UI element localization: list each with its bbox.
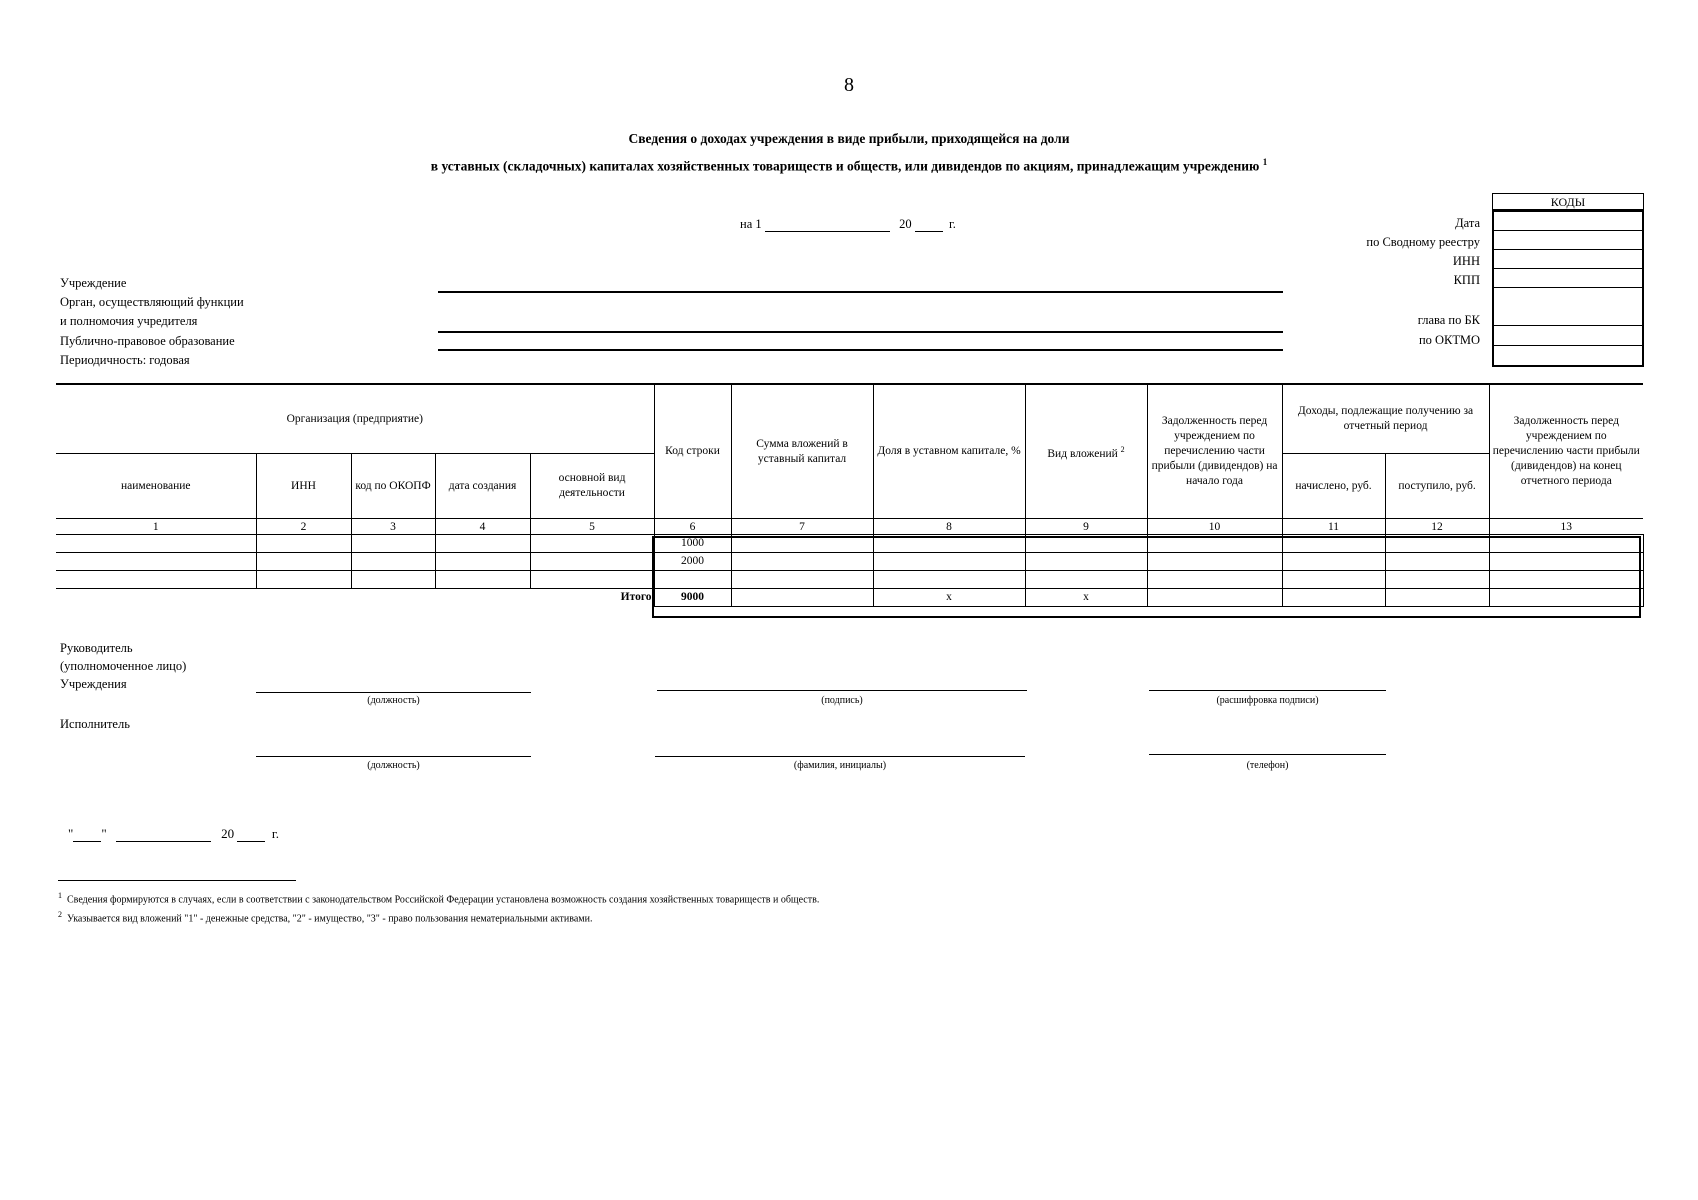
footnote-1-text: Сведения формируются в случаях, если в соответствии с законодательством Российской Федерации установлена возможность создания хозяйственных товариществ и обществ.	[67, 894, 820, 906]
col-header-code: Код строки	[654, 384, 731, 519]
org-group-header: Организация (предприятие)	[56, 384, 654, 454]
col-number-13: 13	[1489, 519, 1643, 535]
col-number-4: 4	[435, 519, 530, 535]
founder-label-line-2: и полномочия учредителя	[60, 314, 198, 328]
cell-inn[interactable]	[256, 571, 351, 589]
col-header-inn: ИНН	[256, 454, 351, 519]
institution-label: Учреждение	[60, 276, 127, 290]
cell-inn[interactable]	[256, 553, 351, 571]
institution-field[interactable]	[438, 291, 1283, 293]
table-row	[56, 535, 1643, 553]
cell-share[interactable]	[873, 535, 1025, 553]
cell-accrued[interactable]	[1282, 553, 1385, 571]
col-header-activity: основной вид деятельности	[530, 454, 654, 519]
cell-type[interactable]	[1025, 535, 1147, 553]
code-cell-bk[interactable]	[1494, 288, 1642, 326]
cell-accrued[interactable]	[1282, 571, 1385, 589]
head-label-line-1: Руководитель	[60, 641, 133, 655]
cell-type[interactable]	[1025, 553, 1147, 571]
footnote-2-text: Указывается вид вложений "1" - денежные средства, "2" - имущество, "3" - право пользования нематериальными активами.	[67, 913, 593, 925]
executor-position-field[interactable]	[256, 756, 531, 757]
date-year-prefix: 20	[899, 217, 912, 231]
col-header-name: наименование	[56, 454, 256, 519]
signing-day-field[interactable]	[73, 829, 101, 842]
footnote-separator	[58, 880, 296, 881]
col-number-2: 2	[256, 519, 351, 535]
total-sum[interactable]	[731, 589, 873, 607]
head-decoding-field[interactable]	[1149, 690, 1386, 691]
col-header-debt-end: Задолженность перед учреждением по перечислению части прибыли (дивидендов) на конец отчетного периода	[1489, 384, 1643, 519]
code-cell-oktmo[interactable]	[1494, 326, 1642, 346]
cell-sum[interactable]	[731, 553, 873, 571]
code-cell-periodicity[interactable]	[1494, 346, 1642, 365]
total-label: Итого	[620, 591, 652, 604]
col-header-share: Доля в уставном капитале, %	[873, 384, 1025, 519]
date-close-quote: "	[101, 826, 107, 841]
cell-received[interactable]	[1385, 571, 1489, 589]
form-title-line-2	[0, 157, 1698, 175]
cell-debt-start[interactable]	[1147, 571, 1282, 589]
total-type: x	[1025, 589, 1147, 607]
total-received[interactable]	[1385, 589, 1489, 607]
code-cell-kpp[interactable]	[1494, 269, 1642, 288]
head-position-field[interactable]	[256, 692, 531, 693]
head-label-line-3: Учреждения	[60, 677, 127, 691]
code-cell-inn[interactable]	[1494, 250, 1642, 269]
row-code	[654, 571, 731, 589]
head-label-line-2: (уполномоченное лицо)	[60, 659, 187, 673]
code-cell-date[interactable]	[1494, 212, 1642, 231]
code-label-bk: глава по БК	[1417, 313, 1480, 327]
income-table	[56, 383, 1644, 607]
col-number-1: 1	[56, 519, 256, 535]
form-title-line-2-text: в уставных (складочных) капиталах хозяйственных товариществ и обществ, или дивидендов по акциям, принадлежащим учреждению	[430, 158, 1260, 174]
periodicity-label: Периодичность: годовая	[60, 353, 190, 367]
total-code: 9000	[654, 589, 731, 607]
footnote-2	[58, 910, 592, 924]
cell-date[interactable]	[435, 553, 530, 571]
col-header-okopf: код по ОКОПФ	[351, 454, 435, 519]
date-year-field[interactable]	[915, 219, 943, 232]
date-prefix: на 1	[740, 217, 762, 231]
income-group-header: Доходы, подлежащие получению за отчетный период	[1282, 384, 1489, 454]
table-row	[56, 553, 1643, 571]
col-number-12: 12	[1385, 519, 1489, 535]
cell-activity[interactable]	[530, 535, 654, 553]
col-number-11: 11	[1282, 519, 1385, 535]
footnote-ref-2: 2	[1120, 444, 1125, 454]
col-number-7: 7	[731, 519, 873, 535]
cell-share[interactable]	[873, 553, 1025, 571]
executor-name-caption: (фамилия, инициалы)	[793, 760, 887, 771]
executor-phone-caption: (телефон)	[1246, 760, 1289, 771]
total-share: x	[873, 589, 1025, 607]
total-debt-end[interactable]	[1489, 589, 1643, 607]
code-cell-registry[interactable]	[1494, 231, 1642, 250]
total-row	[56, 589, 1643, 607]
code-label-oktmo: по ОКТМО	[1418, 333, 1480, 347]
signing-year-prefix: 20	[221, 826, 235, 841]
cell-inn[interactable]	[256, 535, 351, 553]
col-number-10: 10	[1147, 519, 1282, 535]
code-label-date: Дата	[1455, 216, 1480, 230]
cell-okopf[interactable]	[351, 553, 435, 571]
signing-year-field[interactable]	[237, 829, 265, 842]
col-header-type-text: Вид вложений	[1047, 447, 1118, 460]
col-header-debt-start: Задолженность перед учреждением по перечислению части прибыли (дивидендов) на начало года	[1147, 384, 1282, 519]
signing-date-suffix: г.	[271, 826, 279, 841]
executor-label: Исполнитель	[60, 717, 130, 731]
cell-name[interactable]	[56, 571, 256, 589]
footnote-ref-1: 1	[1262, 157, 1268, 167]
cell-activity[interactable]	[530, 571, 654, 589]
col-header-sum: Сумма вложений в уставный капитал	[731, 384, 873, 519]
total-accrued[interactable]	[1282, 589, 1385, 607]
cell-debt-start[interactable]	[1147, 553, 1282, 571]
cell-okopf[interactable]	[351, 535, 435, 553]
signing-date	[68, 826, 279, 842]
cell-name[interactable]	[56, 535, 256, 553]
code-label-inn: ИНН	[1452, 254, 1480, 268]
signing-month-field[interactable]	[116, 829, 211, 842]
col-number-3: 3	[351, 519, 435, 535]
col-header-received: поступило, руб.	[1385, 454, 1489, 519]
row-code: 2000	[654, 553, 731, 571]
executor-name-field[interactable]	[655, 756, 1025, 757]
municipality-field[interactable]	[438, 349, 1283, 351]
col-header-accrued: начислено, руб.	[1282, 454, 1385, 519]
total-debt-start[interactable]	[1147, 589, 1282, 607]
executor-position-caption: (должность)	[367, 760, 420, 771]
col-number-9: 9	[1025, 519, 1147, 535]
report-date-line	[740, 217, 956, 232]
cell-date[interactable]	[435, 571, 530, 589]
cell-accrued[interactable]	[1282, 535, 1385, 553]
form-title-line-1: Сведения о доходах учреждения в виде прибыли, приходящейся на доли	[628, 131, 1070, 146]
cell-debt-end[interactable]	[1489, 571, 1643, 589]
executor-phone-field[interactable]	[1149, 754, 1386, 755]
date-suffix: г.	[949, 217, 956, 231]
code-label-kpp: КПП	[1453, 273, 1480, 287]
cell-okopf[interactable]	[351, 571, 435, 589]
head-decoding-caption: (расшифровка подписи)	[1216, 695, 1319, 706]
head-signature-field[interactable]	[657, 690, 1027, 691]
cell-activity[interactable]	[530, 553, 654, 571]
cell-received[interactable]	[1385, 535, 1489, 553]
cell-type[interactable]	[1025, 571, 1147, 589]
col-number-8: 8	[873, 519, 1025, 535]
page-number: 8	[844, 74, 854, 96]
codes-header: КОДЫ	[1492, 193, 1644, 210]
table-row	[56, 571, 1643, 589]
footnote-1-mark: 1	[58, 891, 62, 900]
head-position-caption: (должность)	[367, 695, 420, 706]
row-code: 1000	[654, 535, 731, 553]
code-label-registry: по Сводному реестру	[1366, 235, 1480, 249]
cell-sum[interactable]	[731, 571, 873, 589]
date-day-month-field[interactable]	[765, 219, 890, 232]
date-open-quote: "	[68, 826, 74, 841]
codes-column	[1492, 193, 1644, 367]
cell-debt-end[interactable]	[1489, 535, 1643, 553]
codes-box	[1492, 210, 1644, 367]
cell-share[interactable]	[873, 571, 1025, 589]
founder-label-line-1: Орган, осуществляющий функции	[60, 295, 244, 309]
col-number-5: 5	[530, 519, 654, 535]
footnote-1	[58, 891, 819, 905]
municipality-label: Публично-правовое образование	[60, 334, 235, 348]
cell-received[interactable]	[1385, 553, 1489, 571]
col-header-type	[1025, 384, 1147, 519]
cell-debt-start[interactable]	[1147, 535, 1282, 553]
founder-field[interactable]	[438, 331, 1283, 333]
col-header-date: дата создания	[435, 454, 530, 519]
cell-debt-end[interactable]	[1489, 553, 1643, 571]
cell-name[interactable]	[56, 553, 256, 571]
footnote-2-mark: 2	[58, 910, 62, 919]
col-number-6: 6	[654, 519, 731, 535]
cell-date[interactable]	[435, 535, 530, 553]
head-signature-caption: (подпись)	[821, 695, 863, 706]
cell-sum[interactable]	[731, 535, 873, 553]
